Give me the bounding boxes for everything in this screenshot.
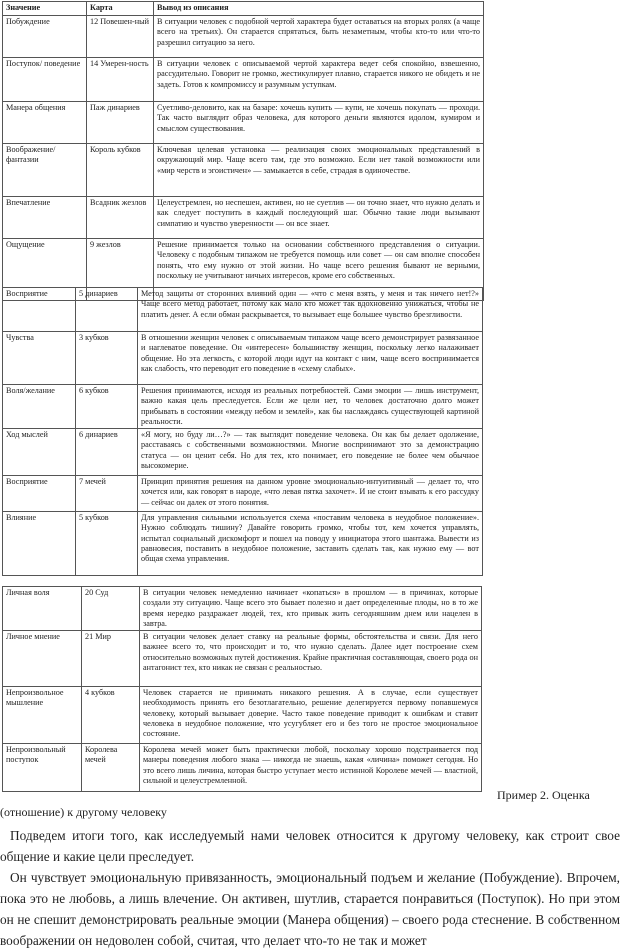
card-cell: Паж динариев: [87, 102, 154, 144]
conclusion-cell: Человек старается не принимать никакого решения. А в случае, если существует необходимость принять его безотлагательно, решение делегируется первому попавшемуся человеку, который вызывает доверие. Часто такое поведение приводит к ошибкам и ставит человека в неудобное положение, что усугубляет его и без того не простое эмоциональное состояние.: [140, 687, 482, 744]
meaning-cell: Воля/желание: [3, 385, 76, 429]
conclusion-cell: «Я могу, но буду ли…?» — так выглядит поведение человека. Он как бы делает одолжение, расставаясь с собственными возможностями. Многие воспринимают это за демонстрацию статуса — он ценит себя. Но для тех, кто понимает, его поведение не более чем обычное высокомерие.: [138, 429, 483, 476]
card-table-block-1: [2, 1, 484, 301]
header-meaning: Значение: [3, 2, 87, 16]
table-row: [3, 512, 483, 576]
card-table-block-2: [2, 287, 483, 576]
conclusion-cell: Для управления сильными используется схема «поставим человека в неудобное положение». Нужно соблюдать тишину? Давайте говорить громко, чтобы тот, кем хочется управлять, испытал социальный дискомфорт и пошел на поводу у инициатора этого шантажа. Вывести из равновесия, поставить в неудобное положение, заставить сделать так, как нужно ему — вот общая схема управления.: [138, 512, 483, 576]
table-row: [3, 58, 484, 102]
card-table-block-3: [2, 586, 482, 792]
table-row: [3, 476, 483, 512]
conclusion-cell: В отношении женщин человек с описываемым типажом чаще всего демонстрирует развязанное и наглеватое поведение. Он «интересен» большинству женщин, поскольку легко налаживает общение. Но эта легкость, с которой люди идут на контакт с ним, чаще всего воспринимается как слабость, что переводит его поведение в «схему слабых».: [138, 332, 483, 385]
meaning-cell: Непроизвольный поступок: [3, 744, 82, 792]
card-cell: 5 динариев: [76, 288, 138, 332]
meaning-cell: Ход мыслей: [3, 429, 76, 476]
meaning-cell: Манера общения: [3, 102, 87, 144]
conclusion-cell: Ключевая целевая установка — реализация своих эмоциональных представлений в окружающий мир. Чаще всего там, где это возможно. Если нет такой возможности или «мир черств и эгоистичен» — замыкается в себе, страдая в одиночестве.: [154, 144, 484, 197]
table-row: [3, 631, 482, 687]
card-cell: 12 Повешен-ный: [87, 16, 154, 58]
table-header-row: [3, 2, 484, 16]
paragraph: Подведем итоги того, как исследуемый нами человек относится к другому человеку, как строит свое общение и какие цели преследует.: [0, 828, 620, 864]
meaning-cell: Ощущение: [3, 239, 87, 301]
body-text: [0, 825, 620, 951]
conclusion-cell: В ситуации человек с подобной чертой характера будет оставаться на вторых ролях (а чаще всего на третьих). Он старается спрятаться, быть незаметным, чтобы кто-то или что-то разрешил ситуацию за него.: [154, 16, 484, 58]
table-row: [3, 385, 483, 429]
card-cell: 21 Мир: [82, 631, 140, 687]
card-cell: Королева мечей: [82, 744, 140, 792]
conclusion-cell: Решения принимаются, исходя из реальных потребностей. Сами эмоции — лишь инструмент, важно какая цель преследуется. Если же цели нет, то человек достаточно долго может прибывать в состоянии «между небом и землей», как бы наслаждаясь существующей картиной реальности.: [138, 385, 483, 429]
meaning-cell: Влияние: [3, 512, 76, 576]
conclusion-cell: Решение принимается только на основании собственного представления о ситуации. Человеку с подобным типажом не требуется помощь или совет — он сам вполне способен понять, что ему нужно от этой жизни. Но чаще всего решения бывают не верными, поскольку не учитывают ничьих интересов, кроме его собственных.: [154, 239, 484, 301]
card-cell: Король кубков: [87, 144, 154, 197]
meaning-cell: Чувства: [3, 332, 76, 385]
table-row: [3, 144, 484, 197]
table-row: [3, 288, 483, 332]
table-row: [3, 587, 482, 631]
table-row: [3, 102, 484, 144]
card-cell: 9 жезлов: [87, 239, 154, 301]
meaning-cell: Поступок/ поведение: [3, 58, 87, 102]
card-cell: 7 мечей: [76, 476, 138, 512]
conclusion-cell: В ситуации человек немедленно начинает «копаться» в прошлом — в причинах, которые создали эту ситуацию. Чаще всего это бывает полезно и дает определенные плоды, но в то же время нередко раздражает людей, тех, кто привык жить сегодняшним днем или нацелен в завтра.: [140, 587, 482, 631]
conclusion-cell: В ситуации человек делает ставку на реальные формы, обстоятельства и связи. Для него важнее всего то, что происходит и то, что нужно сделать. Далее идет построение схем относительно возможных путей достижения. Крайне практичная составляющая, своего рода он антагонист тех, кто никак не связан с реальностью.: [140, 631, 482, 687]
table-row: [3, 197, 484, 239]
table-row: [3, 332, 483, 385]
conclusion-cell: Метод защиты от сторонних влияний один — «что с меня взять, у меня и так ничего нет!?» Чаще всего метод работает, потому как мало кто может так вдохновенно унижаться, чтобы не платить денег. А если обман раскрывается, то вызывает еще большее чувство брезгливости.: [138, 288, 483, 332]
paragraph: Он чувствует эмоциональную привязанность, эмоциональный подъем и желание (Побуждение). Впрочем, пока это не любовь, а лишь влечение. Он активен, шутлив, старается понравиться (Поступок). Но при этом он не спешит демонстрировать реальные эмоции (Манера общения) – своего рода стеснение. В собственном воображении он недоволен собой, считая, что делает что-то не так и может: [0, 870, 620, 948]
card-cell: 6 кубков: [76, 385, 138, 429]
card-cell: 14 Умерен-ность: [87, 58, 154, 102]
conclusion-cell: Принцип принятия решения на данном уровне эмоционально-интуитивный — делает то, что хочется или, как говорят в народе, «что левая пятка захочет». И не стоит взывать к его рассудку — сейчас он далек от этого понятия.: [138, 476, 483, 512]
meaning-cell: Восприятие: [3, 288, 76, 332]
meaning-cell: Непроизвольное мышление: [3, 687, 82, 744]
table-row: [3, 744, 482, 792]
card-cell: 20 Суд: [82, 587, 140, 631]
card-cell: 4 кубков: [82, 687, 140, 744]
table-row: [3, 429, 483, 476]
example-caption: Пример 2. Оценка: [497, 788, 590, 802]
card-cell: 6 динариев: [76, 429, 138, 476]
conclusion-cell: Королева мечей может быть практически любой, поскольку хорошо подстраивается под манеры поведения любого знака — никогда не знаешь, какая «личина» поможет сегодня. Но это всего лишь личина, которая быстро уступает место истинной Королеве мечей — властной, сильной и целеустремленной.: [140, 744, 482, 792]
meaning-cell: Восприятие: [3, 476, 76, 512]
example-caption-continuation: (отношение) к другому человеку: [0, 805, 167, 819]
table-row: [3, 16, 484, 58]
conclusion-cell: Суетливо-деловито, как на базаре: хочешь купить — купи, не хочешь покупать — проходи. Так часто выглядит образ человека, для которого деньги являются идолом, кумиром и смыслом существования.: [154, 102, 484, 144]
card-cell: 5 кубков: [76, 512, 138, 576]
meaning-cell: Личная воля: [3, 587, 82, 631]
conclusion-cell: Целеустремлен, но неспешен, активен, но не суетлив — он точно знает, что нужно делать и как следует поступить в каждый последующий шаг. Обычно такие люди вызывают симпатию и чувство уверенности — он все знает.: [154, 197, 484, 239]
header-card: Карта: [87, 2, 154, 16]
card-cell: 3 кубков: [76, 332, 138, 385]
meaning-cell: Личное мнение: [3, 631, 82, 687]
table-row: [3, 687, 482, 744]
conclusion-cell: В ситуации человек с описываемой чертой характера ведет себя спокойно, взвешенно, рассудительно. Говорит не громко, жестикулирует плавно, старается никого не обидеть и не задеть. Готов к компромиссу и разумным уступкам.: [154, 58, 484, 102]
meaning-cell: Впечатление: [3, 197, 87, 239]
meaning-cell: Побуждение: [3, 16, 87, 58]
meaning-cell: Воображение/ фантазии: [3, 144, 87, 197]
header-conclusion: Вывод из описания: [154, 2, 484, 16]
card-cell: Всадник жезлов: [87, 197, 154, 239]
